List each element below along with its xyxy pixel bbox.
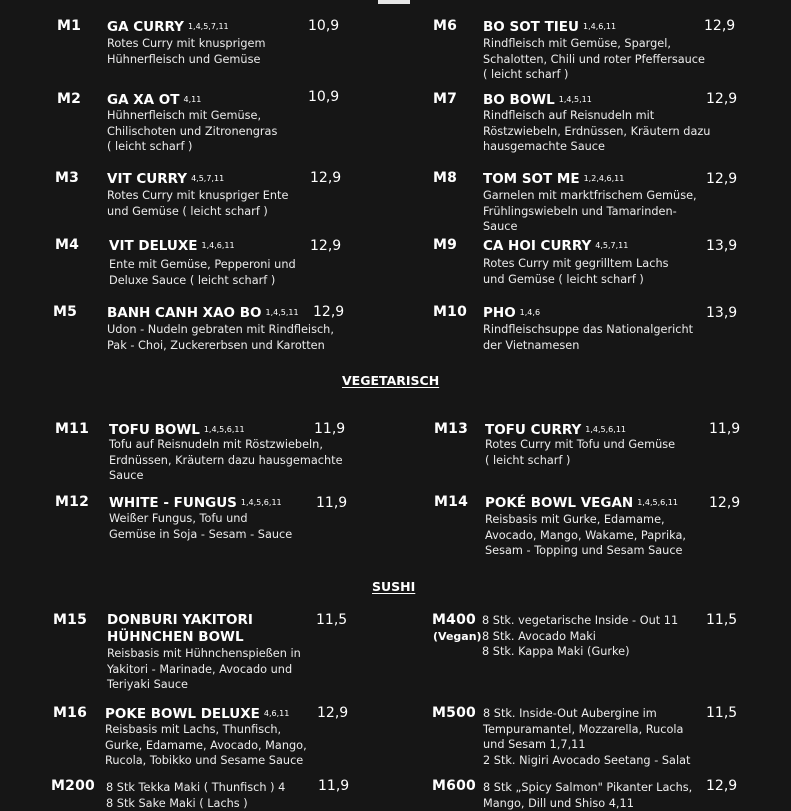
item-price: 12,9: [313, 304, 345, 320]
item-description: 8 Stk. Inside-Out Aubergine im Tempuramantel, Mozzarella, Rucola und Sesam 1,7,11 2 Stk. Nigiri Avocado Seetang - Salat: [483, 707, 691, 767]
item-name: BANH CANH XAO BO 1,4,5,11: [107, 305, 299, 321]
item-name: POKÉ BOWL VEGAN 1,4,5,6,11: [485, 495, 678, 511]
item-code: M2: [57, 91, 82, 107]
item-code: M600: [432, 778, 476, 794]
item-name: TOFU CURRY 1,4,5,6,11: [485, 422, 626, 438]
item-name: VIT CURRY 4,5,7,11: [107, 171, 225, 187]
item-description: Rindfleisch mit Gemüse, Spargel, Schalotten, Chili und roter Pfeffersauce ( leicht scharf ): [483, 37, 705, 82]
item-name: GA XA OT 4,11: [107, 92, 202, 108]
item-description: Ente mit Gemüse, Pepperoni und Deluxe Sauce ( leicht scharf ): [109, 258, 296, 287]
item-price: 11,5: [706, 612, 738, 628]
item-description: 8 Stk „Spicy Salmon" Pikanter Lachs, Mango, Dill und Shiso 4,11: [483, 781, 693, 810]
item-description: 8 Stk. vegetarische Inside - Out 11 8 Stk. Avocado Maki 8 Stk. Kappa Maki (Gurke): [482, 614, 679, 659]
item-description: Rotes Curry mit knuspriger Ente und Gemüse ( leicht scharf ): [107, 189, 289, 218]
item-price: 12,9: [317, 705, 349, 721]
item-description: Rotes Curry mit knusprigem Hühnerfleisch und Gemüse: [107, 37, 266, 66]
item-description: Udon - Nudeln gebraten mit Rindfleisch, Pak - Choi, Zuckererbsen und Karotten: [107, 323, 334, 352]
item-code: M4: [55, 237, 80, 253]
item-price: 12,9: [310, 238, 342, 254]
item-name-line2: HÜHNCHEN BOWL: [107, 629, 244, 645]
item-name: TOFU BOWL 1,4,5,6,11: [109, 422, 245, 438]
item-name: GA CURRY 1,4,5,7,11: [107, 19, 229, 35]
item-code: M7: [433, 91, 458, 107]
item-price: 12,9: [709, 495, 741, 511]
item-name: CA HOI CURRY 4,5,7,11: [483, 238, 629, 254]
item-price: 12,9: [706, 171, 738, 187]
item-code: M200: [51, 778, 95, 794]
item-code: M400: [432, 612, 476, 628]
item-price: 11,9: [316, 495, 348, 511]
item-name: VIT DELUXE 1,4,6,11: [109, 238, 235, 254]
item-code: M1: [57, 18, 82, 34]
item-code: M500: [432, 705, 476, 721]
item-description: Rotes Curry mit Tofu und Gemüse ( leicht scharf ): [485, 438, 676, 467]
item-description: Reisbasis mit Gurke, Edamame, Avocado, Mango, Wakame, Paprika, Sesam - Topping und Sesam Sauce: [485, 513, 686, 558]
item-name: POKE BOWL DELUXE 4,6,11: [105, 706, 290, 722]
item-code: M16: [53, 705, 88, 721]
item-description: Hühnerfleisch mit Gemüse, Chilischoten und Zitronengras ( leicht scharf ): [107, 109, 278, 154]
item-code: M8: [433, 170, 458, 186]
item-price: 12,9: [706, 91, 738, 107]
item-price: 12,9: [704, 18, 736, 34]
item-name: PHO 1,4,6: [483, 305, 541, 321]
item-name: TOM SOT ME 1,2,4,6,11: [483, 171, 625, 187]
item-price: 13,9: [706, 238, 738, 254]
section-heading-vegetarisch: VEGETARISCH: [342, 373, 440, 388]
item-code: M5: [53, 304, 78, 320]
item-description: Weißer Fungus, Tofu und Gemüse in Soja - Sesam - Sauce: [109, 512, 293, 541]
item-name: BO BOWL 1,4,5,11: [483, 92, 592, 108]
top-tab-marker: [378, 0, 410, 4]
item-code: M13: [434, 421, 469, 437]
item-price: 10,9: [308, 18, 340, 34]
item-name: BO SOT TIEU 1,4,6,11: [483, 19, 617, 35]
item-name: WHITE - FUNGUS 1,4,5,6,11: [109, 495, 282, 511]
item-code: M15: [53, 612, 88, 628]
item-name: DONBURI YAKITORI: [107, 612, 253, 628]
item-code: M10: [433, 304, 468, 320]
item-description: Rotes Curry mit gegrilltem Lachs und Gemüse ( leicht scharf ): [483, 257, 669, 286]
item-vegan-note: (Vegan): [433, 630, 482, 643]
item-price: 12,9: [706, 778, 738, 794]
item-code: M12: [55, 494, 90, 510]
item-price: 12,9: [310, 170, 342, 186]
section-heading-sushi: SUSHI: [372, 579, 416, 594]
item-code: M14: [434, 494, 469, 510]
item-price: 11,9: [314, 421, 346, 437]
item-description: Reisbasis mit Lachs, Thunfisch, Gurke, Edamame, Avocado, Mango, Rucola, Tobikko und Sesame Sauce: [105, 723, 307, 768]
item-description: Rindfleisch auf Reisnudeln mit Röstzwiebeln, Erdnüssen, Kräutern dazu hausgemachte Sauce: [483, 109, 711, 154]
item-description: Garnelen mit marktfrischem Gemüse, Frühlingswiebeln und Tamarinden- Sauce: [483, 189, 697, 234]
item-code: M11: [55, 421, 90, 437]
item-description: Reisbasis mit Hühnchenspießen in Yakitori - Marinade, Avocado und Teriyaki Sauce: [107, 647, 301, 692]
item-price: 13,9: [706, 305, 738, 321]
item-price: 10,9: [308, 89, 340, 105]
item-price: 11,5: [316, 612, 348, 628]
item-code: M3: [55, 170, 80, 186]
item-price: 11,9: [318, 778, 350, 794]
item-price: 11,9: [709, 421, 741, 437]
item-description: 8 Stk Tekka Maki ( Thunfisch ) 4 8 Stk Sake Maki ( Lachs ): [106, 781, 286, 810]
item-code: M6: [433, 18, 458, 34]
item-code: M9: [433, 237, 458, 253]
item-description: Rindfleischsuppe das Nationalgericht der Vietnamesen: [483, 323, 694, 352]
item-description: Tofu auf Reisnudeln mit Röstzwiebeln, Erdnüssen, Kräutern dazu hausgemachte Sauce: [109, 438, 343, 483]
item-price: 11,5: [706, 705, 738, 721]
